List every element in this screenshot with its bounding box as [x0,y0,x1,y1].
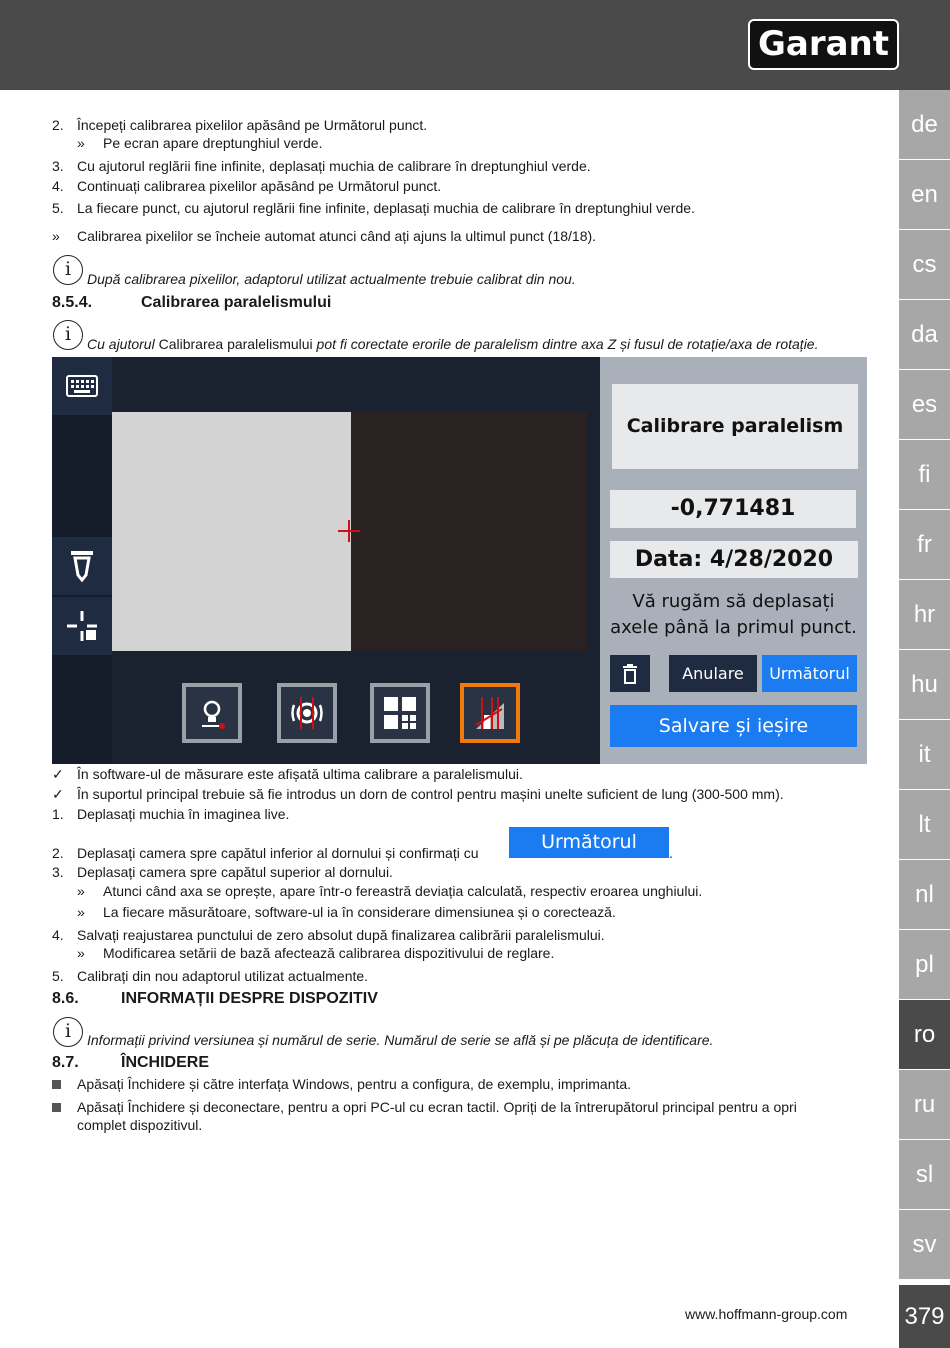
result-marker: » [77,883,85,899]
language-tab-ru[interactable]: ru [899,1070,950,1140]
camera-scan-icon[interactable] [277,683,337,743]
result-text: Calibrarea pixelilor se încheie automat atunci când ați ajuns la ultimul punct (18/18). [77,228,597,244]
step-number: 4. [52,178,64,194]
section-number: 8.5.4. [52,294,93,311]
result-marker: » [77,904,85,920]
step-text: Calibrați din nou adaptorul utilizat actualmente. [77,968,369,984]
keyboard-icon[interactable] [52,357,112,415]
crosshair-icon[interactable] [52,597,112,655]
date-value: 4/28/2020 [709,547,834,572]
step-number: 4. [52,927,64,943]
step-text: Continuați calibrarea pixelilor apăsând pe Următorul punct. [77,178,442,194]
info-icon: i [53,1017,83,1047]
info-note: După calibrarea pixelilor, adaptorul utilizat actualmente trebuie calibrat din nou. [87,271,576,287]
step-number: 2. [52,845,64,861]
language-tab-fi[interactable]: fi [899,440,950,510]
page-number: 379 [899,1285,950,1348]
step-number: 2. [52,117,64,133]
light-icon[interactable] [182,683,242,743]
info-icon: i [53,320,83,350]
calibration-panel [600,357,867,764]
next-button[interactable]: Următorul [762,655,857,692]
inline-period: . [669,845,673,861]
date-label: Data: [634,547,703,572]
section-number: 8.6. [52,990,79,1007]
step-text: La fiecare punct, cu ajutorul reglării fine infinite, deplasați muchia de calibrare în dreptunghiul verde. [77,200,695,216]
precondition-marker: ✓ [52,786,64,802]
bullet-text: Apăsați Închidere și către interfața Windows, pentru a configura, de exemplu, imprimanta. [77,1076,632,1092]
section-number: 8.7. [52,1054,79,1071]
result-marker: » [52,228,60,244]
bullet-text-continued: complet dispozitivul. [77,1117,203,1133]
language-tab-lt[interactable]: lt [899,790,950,860]
language-tab-it[interactable]: it [899,720,950,790]
step-number: 3. [52,864,64,880]
save-exit-button[interactable]: Salvare și ieșire [610,705,857,747]
language-tab-da[interactable]: da [899,300,950,370]
inline-next-button: Următorul [509,827,669,858]
language-tab-sl[interactable]: sl [899,1140,950,1210]
bullet-square [52,1080,61,1089]
info-note: Informații privind versiunea și numărul de serie. Numărul de serie se află și pe plăcuța de identificare. [87,1032,714,1048]
info-note-post: pot fi corectate erorile de paralelism dintre axa Z și fusul de rotație/axa de rotație. [312,336,819,352]
step-text: Salvați reajustarea punctului de zero absolut după finalizarea calibrării paralelismului. [77,927,605,943]
parallel-calibration-icon[interactable] [460,683,520,743]
info-icon: i [53,255,83,285]
language-tab-es[interactable]: es [899,370,950,440]
grid-icon[interactable] [370,683,430,743]
cutting-tool-icon[interactable] [52,537,112,595]
panel-title: Calibrare paralelism [612,384,858,469]
footer-url[interactable]: www.hoffmann-group.com [685,1306,848,1322]
language-sidebar [899,90,950,1280]
info-note-term: Calibrarea paralelismului [158,336,313,352]
result-text: Atunci când axa se oprește, apare într-o fereastră deviația calculată, respectiv eroarea unghiului. [103,883,703,899]
result-marker: » [77,945,85,961]
language-tab-hr[interactable]: hr [899,580,950,650]
bullet-square [52,1103,61,1112]
deviation-value: -0,771481 [610,490,856,528]
result-text: La fiecare măsurătoare, software-ul ia în considerare dimensiunea și o corectează. [103,904,616,920]
precondition-text: În software-ul de măsurare este afișată ultima calibrare a paralelismului. [77,766,523,782]
info-note [87,335,818,353]
result-text: Modificarea setării de bază afectează calibrarea dispozitivului de reglare. [103,945,555,961]
step-number: 3. [52,158,64,174]
date-display [610,541,858,578]
language-tab-de[interactable]: de [899,90,950,160]
page-header [0,0,950,90]
language-tab-ro[interactable]: ro [899,1000,950,1070]
step-text: Deplasați camera spre capătul inferior al dornului și confirmați cu [77,845,479,861]
instruction-message: Vă rugăm să deplasați axele până la primul punct. [610,591,857,638]
language-tab-sv[interactable]: sv [899,1210,950,1280]
section-title: Calibrarea paralelismului [141,294,332,311]
language-tab-pl[interactable]: pl [899,930,950,1000]
trash-icon[interactable] [610,655,650,692]
result-text: Pe ecran apare dreptunghiul verde. [103,135,323,151]
info-note-pre: Cu ajutorul [87,336,159,352]
software-screenshot [52,357,867,764]
step-text: Începeți calibrarea pixelilor apăsând pe Următorul punct. [77,117,428,133]
section-title: INFORMAȚII DESPRE DISPOZITIV [121,990,378,1007]
step-text: Deplasați camera spre capătul superior al dornului. [77,864,393,880]
crosshair-marker [338,520,360,542]
precondition-text: În suportul principal trebuie să fie introdus un dorn de control pentru mașini unelte suficient de lung (300-500 mm). [77,786,784,802]
result-marker: » [77,135,85,151]
section-title: ÎNCHIDERE [121,1054,210,1071]
step-number: 1. [52,806,64,822]
step-number: 5. [52,200,64,216]
language-tab-nl[interactable]: nl [899,860,950,930]
precondition-marker: ✓ [52,766,64,782]
step-number: 5. [52,968,64,984]
step-text: Deplasați muchia în imaginea live. [77,806,290,822]
language-tab-hu[interactable]: hu [899,650,950,720]
garant-logo: Garant [748,19,899,70]
language-tab-en[interactable]: en [899,160,950,230]
step-text: Cu ajutorul reglării fine infinite, deplasați muchia de calibrare în dreptunghiul verde. [77,158,591,174]
calibration-edge [112,412,351,651]
bullet-text: Apăsați Închidere și deconectare, pentru a opri PC-ul cu ecran tactil. Opriți de la întrerupătorul principal pentru a opri [77,1099,797,1115]
language-tab-fr[interactable]: fr [899,510,950,580]
cancel-button[interactable]: Anulare [669,655,757,692]
language-tab-cs[interactable]: cs [899,230,950,300]
